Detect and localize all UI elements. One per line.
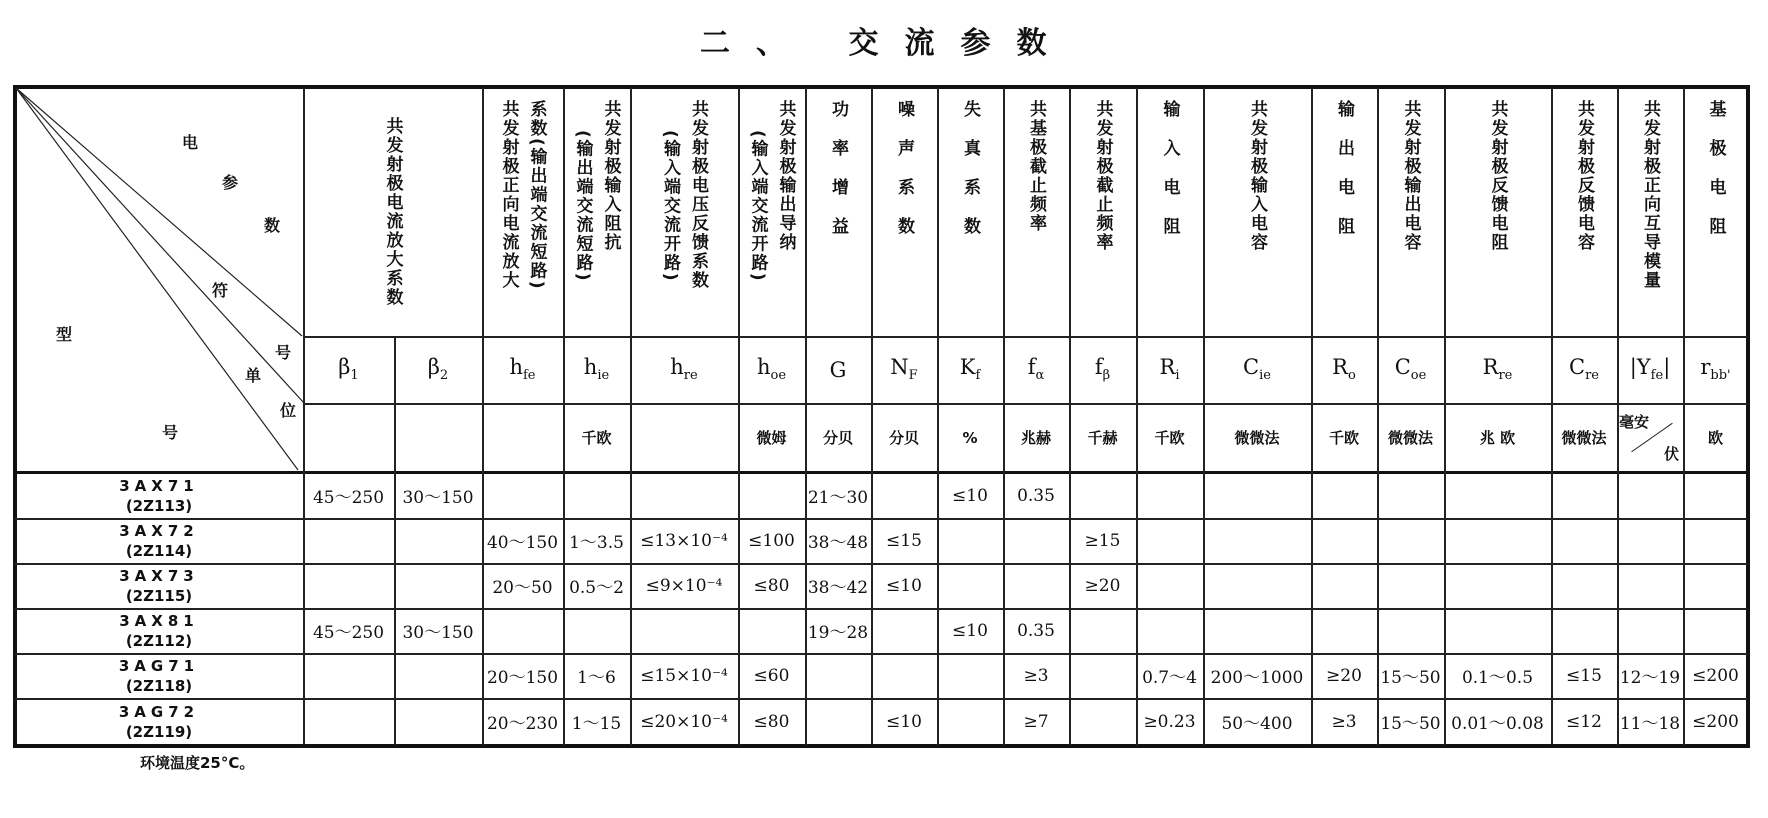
table-cell-beta2: 30～150 (402, 623, 474, 643)
column-unit-cell (630, 403, 738, 472)
table-cell-beta2 (394, 653, 482, 698)
table-cell-Cre (1551, 518, 1617, 563)
table-row-model (15, 653, 303, 698)
table-cell-fb (1069, 473, 1136, 518)
table-cell-NF: ≤10 (886, 575, 922, 596)
table-cell-Kf (937, 653, 1003, 698)
table-cell-Ri: ≥0.23 (1143, 711, 1196, 732)
table-cell-Ri (1136, 518, 1203, 563)
column-header-beta (303, 88, 482, 336)
column-symbol: $h_{fe}$ (509, 355, 536, 384)
table-cell-Coe (1377, 473, 1444, 518)
table-cell-Cie: 200～1000 (1210, 668, 1304, 688)
column-name-text: 共基极截止频率 (1026, 100, 1046, 233)
column-unit-cell: 兆赫 (1020, 429, 1051, 447)
column-header-Cie (1203, 88, 1311, 336)
table-cell-hoe: ≤80 (753, 711, 790, 732)
column-header-Yfe (1617, 88, 1683, 336)
column-symbol-cell (482, 336, 563, 403)
column-symbol-cell (1377, 336, 1444, 403)
table-cell-Cre (1551, 608, 1617, 653)
column-name-text: 共发射极输出电容 (1400, 100, 1421, 252)
table-cell-NF (871, 608, 937, 653)
column-header-NF (871, 88, 937, 336)
column-symbol-cell (1444, 336, 1551, 403)
column-name-text: 共发射极截止频率 (1092, 100, 1113, 252)
table-cell-Ro (1311, 563, 1377, 608)
model-alt-number: (2Z112) (125, 631, 193, 650)
table-cell-Cie (1203, 608, 1311, 653)
table-cell-Kf (937, 563, 1003, 608)
table-cell-Cie (1203, 473, 1311, 518)
table-cell-Kf (937, 698, 1003, 745)
column-unit-cell: 千赫 (1087, 429, 1118, 447)
corner-diagonal-lines (0, 0, 320, 480)
column-unit-cell (303, 403, 394, 472)
table-cell-fa (1003, 563, 1069, 608)
table-cell-beta1 (303, 563, 394, 608)
table-cell-Cie: 50～400 (1221, 714, 1293, 734)
column-name-text: 系数(输出端交流短路) (526, 100, 547, 291)
column-header-fb (1069, 88, 1136, 336)
column-unit-cell: 分贝 (822, 429, 853, 447)
table-cell-hfe: 20～50 (492, 578, 553, 598)
column-header-rbb (1683, 88, 1748, 336)
column-header-Coe (1377, 88, 1444, 336)
table-cell-Cre: ≤12 (1566, 711, 1602, 732)
column-symbol: $C_{re}$ (1569, 355, 1599, 384)
column-name-text: 共发射极正向互导模量 (1640, 100, 1660, 290)
column-symbol-cell (805, 336, 871, 403)
column-name-text: 共发射极输出导纳 (775, 100, 796, 252)
table-cell-beta1 (303, 518, 394, 563)
table-cell-Rre: 0.1～0.5 (1461, 668, 1534, 688)
table-cell-Coe (1377, 563, 1444, 608)
table-cell-NF (871, 653, 937, 698)
table-cell-hre: ≤9×10⁻⁴ (645, 575, 723, 596)
table-cell-rbb: ≤200 (1692, 665, 1739, 686)
column-symbol: $R_i$ (1159, 355, 1180, 384)
column-symbol-cell (1617, 336, 1683, 403)
table-cell-NF: ≤10 (886, 711, 922, 732)
column-unit-cell: 微微法 (1234, 429, 1280, 447)
column-unit-cell: 微姆 (756, 429, 787, 447)
column-unit-cell: % (962, 428, 978, 447)
column-symbol: $\beta_2$ (427, 355, 449, 384)
column-symbol: $f_\alpha$ (1027, 355, 1045, 384)
column-unit-cell: 千欧 (1154, 429, 1185, 447)
column-name-text: 共发射极正向电流放大 (498, 100, 519, 290)
table-cell-Yfe: 12～19 (1619, 668, 1681, 688)
table-cell-Ri (1136, 608, 1203, 653)
column-symbol: $h_{ie}$ (583, 355, 610, 384)
column-header-Ri (1136, 88, 1203, 336)
column-header-G (805, 88, 871, 336)
model-alt-number: (2Z113) (125, 496, 193, 515)
table-cell-Ri (1136, 473, 1203, 518)
table-cell-G (805, 698, 871, 745)
unit-denominator: 伏 (1663, 445, 1679, 463)
column-name-text: 共发射极输入电容 (1247, 100, 1267, 252)
column-name-text: 共发射极反馈电阻 (1487, 100, 1508, 252)
model-number: 3AG72 (118, 702, 200, 721)
column-symbol: $f_\beta$ (1094, 355, 1111, 384)
table-cell-hie: 1～3.5 (569, 533, 624, 553)
column-symbol: $C_{oe}$ (1394, 355, 1427, 384)
table-cell-Kf: ≤10 (952, 620, 988, 641)
table-cell-G: 19～28 (807, 623, 869, 643)
column-name-text: 共发射极反馈电容 (1574, 100, 1594, 252)
table-cell-G: 21～30 (807, 488, 869, 508)
corner-label-hao: 号 (275, 343, 292, 362)
column-symbol-cell (1311, 336, 1377, 403)
column-unit-cell: 千欧 (1328, 429, 1359, 447)
table-cell-Kf: ≤10 (952, 485, 988, 506)
column-symbol: $h_{re}$ (670, 355, 698, 384)
column-symbol: $R_o$ (1332, 355, 1356, 384)
page-title: 二、 交流参数 (700, 26, 1073, 61)
column-symbol: $r_{bb'}$ (1700, 355, 1731, 384)
table-cell-beta2 (394, 698, 482, 745)
column-symbol: $K_f$ (959, 355, 981, 384)
table-cell-beta2 (394, 563, 482, 608)
column-symbol-cell (563, 336, 630, 403)
table-cell-hre: ≤20×10⁻⁴ (640, 711, 728, 732)
table-cell-hre (630, 473, 738, 518)
table-cell-Rre (1444, 608, 1551, 653)
column-symbol-cell (871, 336, 937, 403)
column-symbol-cell (630, 336, 738, 403)
column-name-text: 输入电阻 (1159, 100, 1180, 256)
corner-label-shu: 数 (264, 216, 281, 235)
table-row-model (15, 473, 303, 518)
table-cell-NF: ≤15 (886, 530, 922, 551)
column-symbol-cell (1683, 336, 1748, 403)
column-symbol-cell (738, 336, 805, 403)
column-unit-cell: 微微法 (1561, 429, 1607, 447)
table-cell-Yfe (1617, 473, 1683, 518)
table-cell-Rre: 0.01～0.08 (1451, 714, 1544, 734)
table-cell-Cie (1203, 518, 1311, 563)
table-cell-fb: ≥20 (1084, 575, 1121, 596)
model-alt-number: (2Z118) (125, 676, 193, 695)
column-unit-cell: 兆 欧 (1479, 429, 1516, 447)
table-cell-rbb (1683, 473, 1748, 518)
table-cell-Kf (937, 518, 1003, 563)
table-cell-Ro (1311, 473, 1377, 518)
column-header-fa (1003, 88, 1069, 336)
model-number: 3AG71 (118, 656, 200, 675)
corner-label-dian: 电 (182, 133, 199, 152)
table-cell-Ro (1311, 608, 1377, 653)
column-name-text: 输出电阻 (1334, 100, 1354, 256)
table-cell-Yfe (1617, 563, 1683, 608)
column-symbol: $C_{ie}$ (1243, 355, 1271, 384)
table-cell-hfe: 20～150 (486, 668, 559, 688)
table-cell-G (805, 653, 871, 698)
table-cell-beta2 (394, 518, 482, 563)
column-header-hoe (738, 88, 805, 336)
column-name-text: (输入端交流开路) (747, 130, 768, 283)
table-cell-Rre (1444, 518, 1551, 563)
table-cell-hoe: ≤80 (753, 575, 790, 596)
table-cell-beta1 (303, 698, 394, 745)
table-cell-G: 38～48 (807, 533, 869, 553)
table-row-model (15, 698, 303, 745)
table-cell-Cre: ≤15 (1566, 665, 1602, 686)
model-number: 3AX81 (119, 611, 199, 630)
table-cell-hre: ≤13×10⁻⁴ (640, 530, 728, 551)
column-name-text: 失真系数 (960, 100, 980, 256)
table-cell-rbb (1683, 608, 1748, 653)
column-unit-cell: 微微法 (1387, 429, 1433, 447)
table-cell-hie (563, 608, 630, 653)
table-cell-Coe: 15～50 (1380, 714, 1441, 734)
table-cell-Rre (1444, 563, 1551, 608)
column-symbol-cell (1203, 336, 1311, 403)
corner-label-xing: 型 (56, 325, 73, 344)
table-cell-fa: 0.35 (1017, 485, 1055, 506)
column-header-Cre (1551, 88, 1617, 336)
table-cell-fb (1069, 698, 1136, 745)
table-cell-hre: ≤15×10⁻⁴ (640, 665, 728, 686)
column-symbol-cell (1551, 336, 1617, 403)
corner-label-can: 参 (222, 173, 239, 192)
table-cell-hoe (738, 473, 805, 518)
corner-label-wei: 位 (280, 401, 297, 420)
table-cell-beta1: 45～250 (312, 623, 385, 643)
table-cell-NF (871, 473, 937, 518)
column-symbol: $R_{re}$ (1482, 355, 1513, 384)
column-header-Rre (1444, 88, 1551, 336)
table-cell-Cre (1551, 563, 1617, 608)
table-cell-Yfe: 11～18 (1619, 714, 1681, 734)
table-cell-hie: 0.5～2 (569, 578, 624, 598)
column-symbol: $N_F$ (890, 355, 918, 384)
table-cell-Ro (1311, 518, 1377, 563)
table-cell-Coe: 15～50 (1380, 668, 1441, 688)
column-name-text: 共发射极输入阻抗 (600, 100, 621, 252)
table-cell-hie: 1～15 (571, 714, 622, 734)
column-unit-cell: 分贝 (888, 429, 919, 447)
table-cell-beta1 (303, 653, 394, 698)
column-symbol-cell (1136, 336, 1203, 403)
table-cell-hie: 1～6 (577, 668, 616, 688)
column-symbol-cell (1069, 336, 1136, 403)
column-name-text: 共发射极电压反馈系数 (688, 100, 708, 290)
column-symbol-cell (303, 336, 394, 403)
table-cell-Ri (1136, 563, 1203, 608)
table-row-model (15, 563, 303, 608)
column-symbol: G (829, 357, 847, 382)
column-unit-cell (394, 403, 482, 472)
table-cell-hfe (482, 473, 563, 518)
unit-numerator: 毫安 (1619, 413, 1650, 431)
table-cell-fb: ≥15 (1084, 530, 1121, 551)
table-cell-G: 38～42 (807, 578, 869, 598)
corner-label-dan: 单 (245, 366, 262, 385)
table-cell-rbb: ≤200 (1692, 711, 1739, 732)
table-cell-beta2: 30～150 (402, 488, 474, 508)
corner-label-fu: 符 (212, 281, 229, 300)
table-cell-rbb (1683, 563, 1748, 608)
table-cell-Yfe (1617, 608, 1683, 653)
column-symbol-cell (937, 336, 1003, 403)
table-cell-fb (1069, 608, 1136, 653)
table-cell-Cie (1203, 563, 1311, 608)
column-symbol-cell (1003, 336, 1069, 403)
corner-label-hao-row: 号 (162, 423, 179, 442)
table-cell-fa (1003, 518, 1069, 563)
table-cell-hoe: ≤60 (753, 665, 790, 686)
table-cell-Yfe (1617, 518, 1683, 563)
table-cell-Rre (1444, 473, 1551, 518)
table-cell-hoe (738, 608, 805, 653)
table-cell-fb (1069, 653, 1136, 698)
table-cell-Ri: 0.7～4 (1142, 668, 1197, 688)
column-name-text: 功率增益 (828, 100, 848, 256)
table-cell-Ro: ≥3 (1331, 711, 1357, 732)
column-name-text: (输出端交流短路) (572, 130, 593, 283)
table-cell-Coe (1377, 608, 1444, 653)
column-symbol: $h_{oe}$ (756, 355, 787, 384)
table-cell-hfe: 20～230 (486, 714, 559, 734)
column-symbol: $\beta_1$ (338, 355, 359, 384)
table-cell-hoe: ≤100 (748, 530, 795, 551)
column-unit-cell: 千欧 (581, 429, 612, 447)
column-unit-cell (482, 403, 563, 472)
footnote: 环境温度25°C。 (140, 754, 255, 772)
table-row-model (15, 518, 303, 563)
table-cell-Coe (1377, 518, 1444, 563)
model-number: 3AX72 (119, 521, 199, 540)
column-header-hfe (482, 88, 563, 336)
model-number: 3AX73 (119, 566, 199, 585)
table-cell-fa: ≥7 (1023, 711, 1049, 732)
column-name-text: (输入端交流开路) (660, 130, 680, 283)
table-cell-fa: 0.35 (1017, 620, 1055, 641)
column-symbol-cell (394, 336, 482, 403)
model-alt-number: (2Z119) (125, 722, 193, 741)
table-cell-hie (563, 473, 630, 518)
column-header-hre (630, 88, 738, 336)
table-cell-hfe: 40～150 (486, 533, 559, 553)
column-symbol: $|Y_{fe}|$ (1629, 355, 1671, 384)
model-alt-number: (2Z114) (125, 541, 193, 560)
table-cell-beta1: 45～250 (312, 488, 385, 508)
table-row-model (15, 608, 303, 653)
table-cell-Cre (1551, 473, 1617, 518)
model-number: 3AX71 (119, 476, 199, 495)
column-header-hie (563, 88, 630, 336)
table-cell-rbb (1683, 518, 1748, 563)
column-name-text: 基极电阻 (1705, 100, 1726, 256)
column-name-text: 共发射极电流放大系数 (382, 117, 403, 307)
column-name-text: 噪声系数 (894, 100, 914, 256)
column-unit-cell: 欧 (1707, 429, 1723, 447)
column-header-Kf (937, 88, 1003, 336)
model-alt-number: (2Z115) (125, 586, 193, 605)
table-cell-hfe (482, 608, 563, 653)
table-cell-fa: ≥3 (1023, 665, 1049, 686)
column-unit-cell (1617, 403, 1683, 472)
table-cell-hre (630, 608, 738, 653)
table-cell-Ro: ≥20 (1326, 665, 1362, 686)
column-header-Ro (1311, 88, 1377, 336)
